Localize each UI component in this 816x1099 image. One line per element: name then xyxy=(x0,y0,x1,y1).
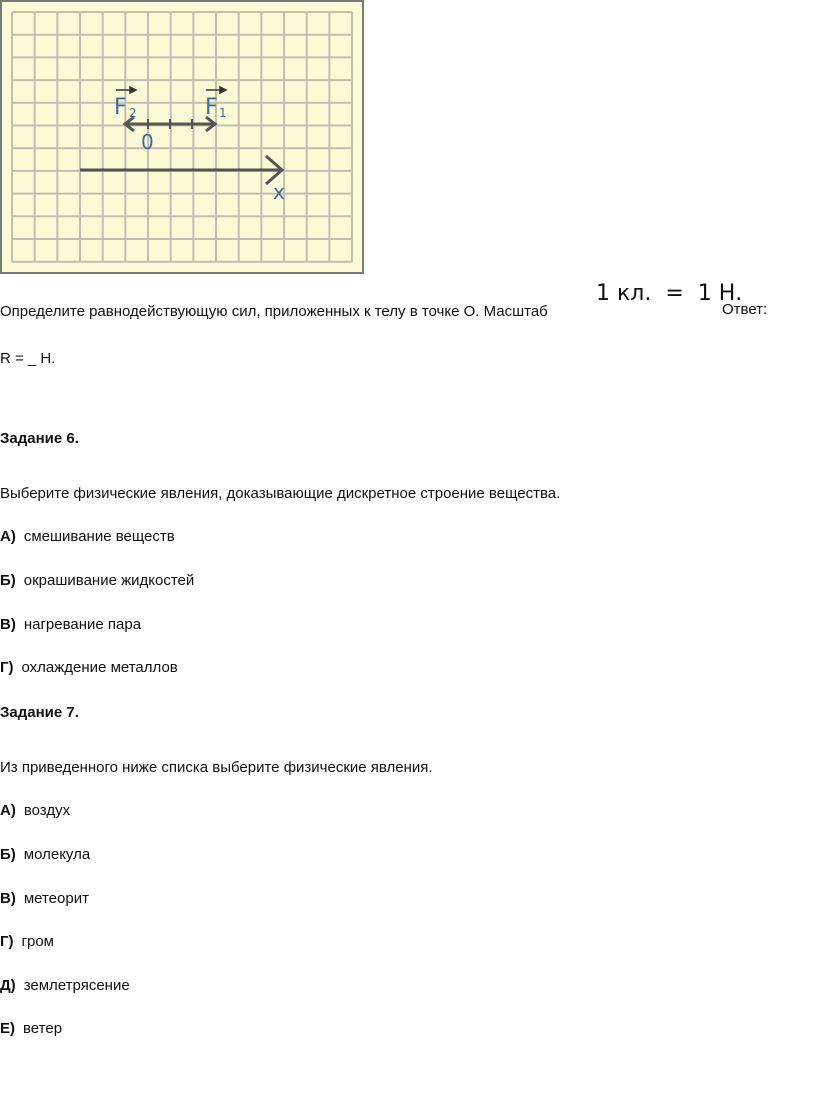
option-text: молекула xyxy=(23,846,91,863)
option-text: нагревание пара xyxy=(23,616,142,633)
option-text: окрашивание жидкостей xyxy=(23,572,195,589)
option-letter: В) xyxy=(0,890,16,907)
task7-option xyxy=(0,801,70,821)
option-text: землетрясение xyxy=(23,977,130,994)
f2-label: F xyxy=(114,95,127,120)
f2-subscript: 2 xyxy=(129,106,137,120)
option-letter: Д) xyxy=(0,977,16,994)
scale-formula: 1 кл. = 1 Н. xyxy=(596,281,743,306)
option-text: ветер xyxy=(23,1020,63,1037)
option-text: воздух xyxy=(23,802,71,819)
task6-option xyxy=(0,658,178,678)
option-letter: Б) xyxy=(0,846,16,863)
task6-option xyxy=(0,571,194,591)
task6-title: Задание 6. xyxy=(0,430,79,447)
option-letter: А) xyxy=(0,528,16,545)
answer-label: Ответ: xyxy=(722,301,768,318)
option-letter: Г) xyxy=(0,933,14,950)
task7-option xyxy=(0,1019,62,1039)
option-letter: Е) xyxy=(0,1020,15,1037)
task6-option xyxy=(0,615,141,635)
task6-question: Выберите физические явления, доказывающие дискретное строение вещества. xyxy=(0,485,561,502)
option-letter: В) xyxy=(0,616,16,633)
option-letter: Б) xyxy=(0,572,16,589)
force-diagram xyxy=(0,0,364,274)
task7-option xyxy=(0,845,90,865)
task7-option xyxy=(0,932,54,952)
option-text: смешивание веществ xyxy=(23,528,175,545)
task7-title: Задание 7. xyxy=(0,704,79,721)
task7-option xyxy=(0,976,130,996)
task7-question: Из приведенного ниже списка выберите физические явления. xyxy=(0,759,433,776)
option-letter: Г) xyxy=(0,659,14,676)
option-letter: А) xyxy=(0,802,16,819)
option-text: охлаждение металлов xyxy=(21,659,178,676)
task7-option xyxy=(0,889,89,909)
task5-question: Определите равнодействующую сил, приложенных к телу в точке О. Масштаб xyxy=(0,303,548,320)
answer-line: R = _ Н. xyxy=(0,350,56,367)
f1-label: F xyxy=(205,95,218,120)
task6-option xyxy=(0,527,175,547)
f1-subscript: 1 xyxy=(219,106,227,120)
origin-label: 0 xyxy=(141,130,154,154)
diagram-background xyxy=(1,1,363,273)
option-text: гром xyxy=(21,933,54,950)
axis-x-label: x xyxy=(273,180,285,204)
option-text: метеорит xyxy=(23,890,89,907)
